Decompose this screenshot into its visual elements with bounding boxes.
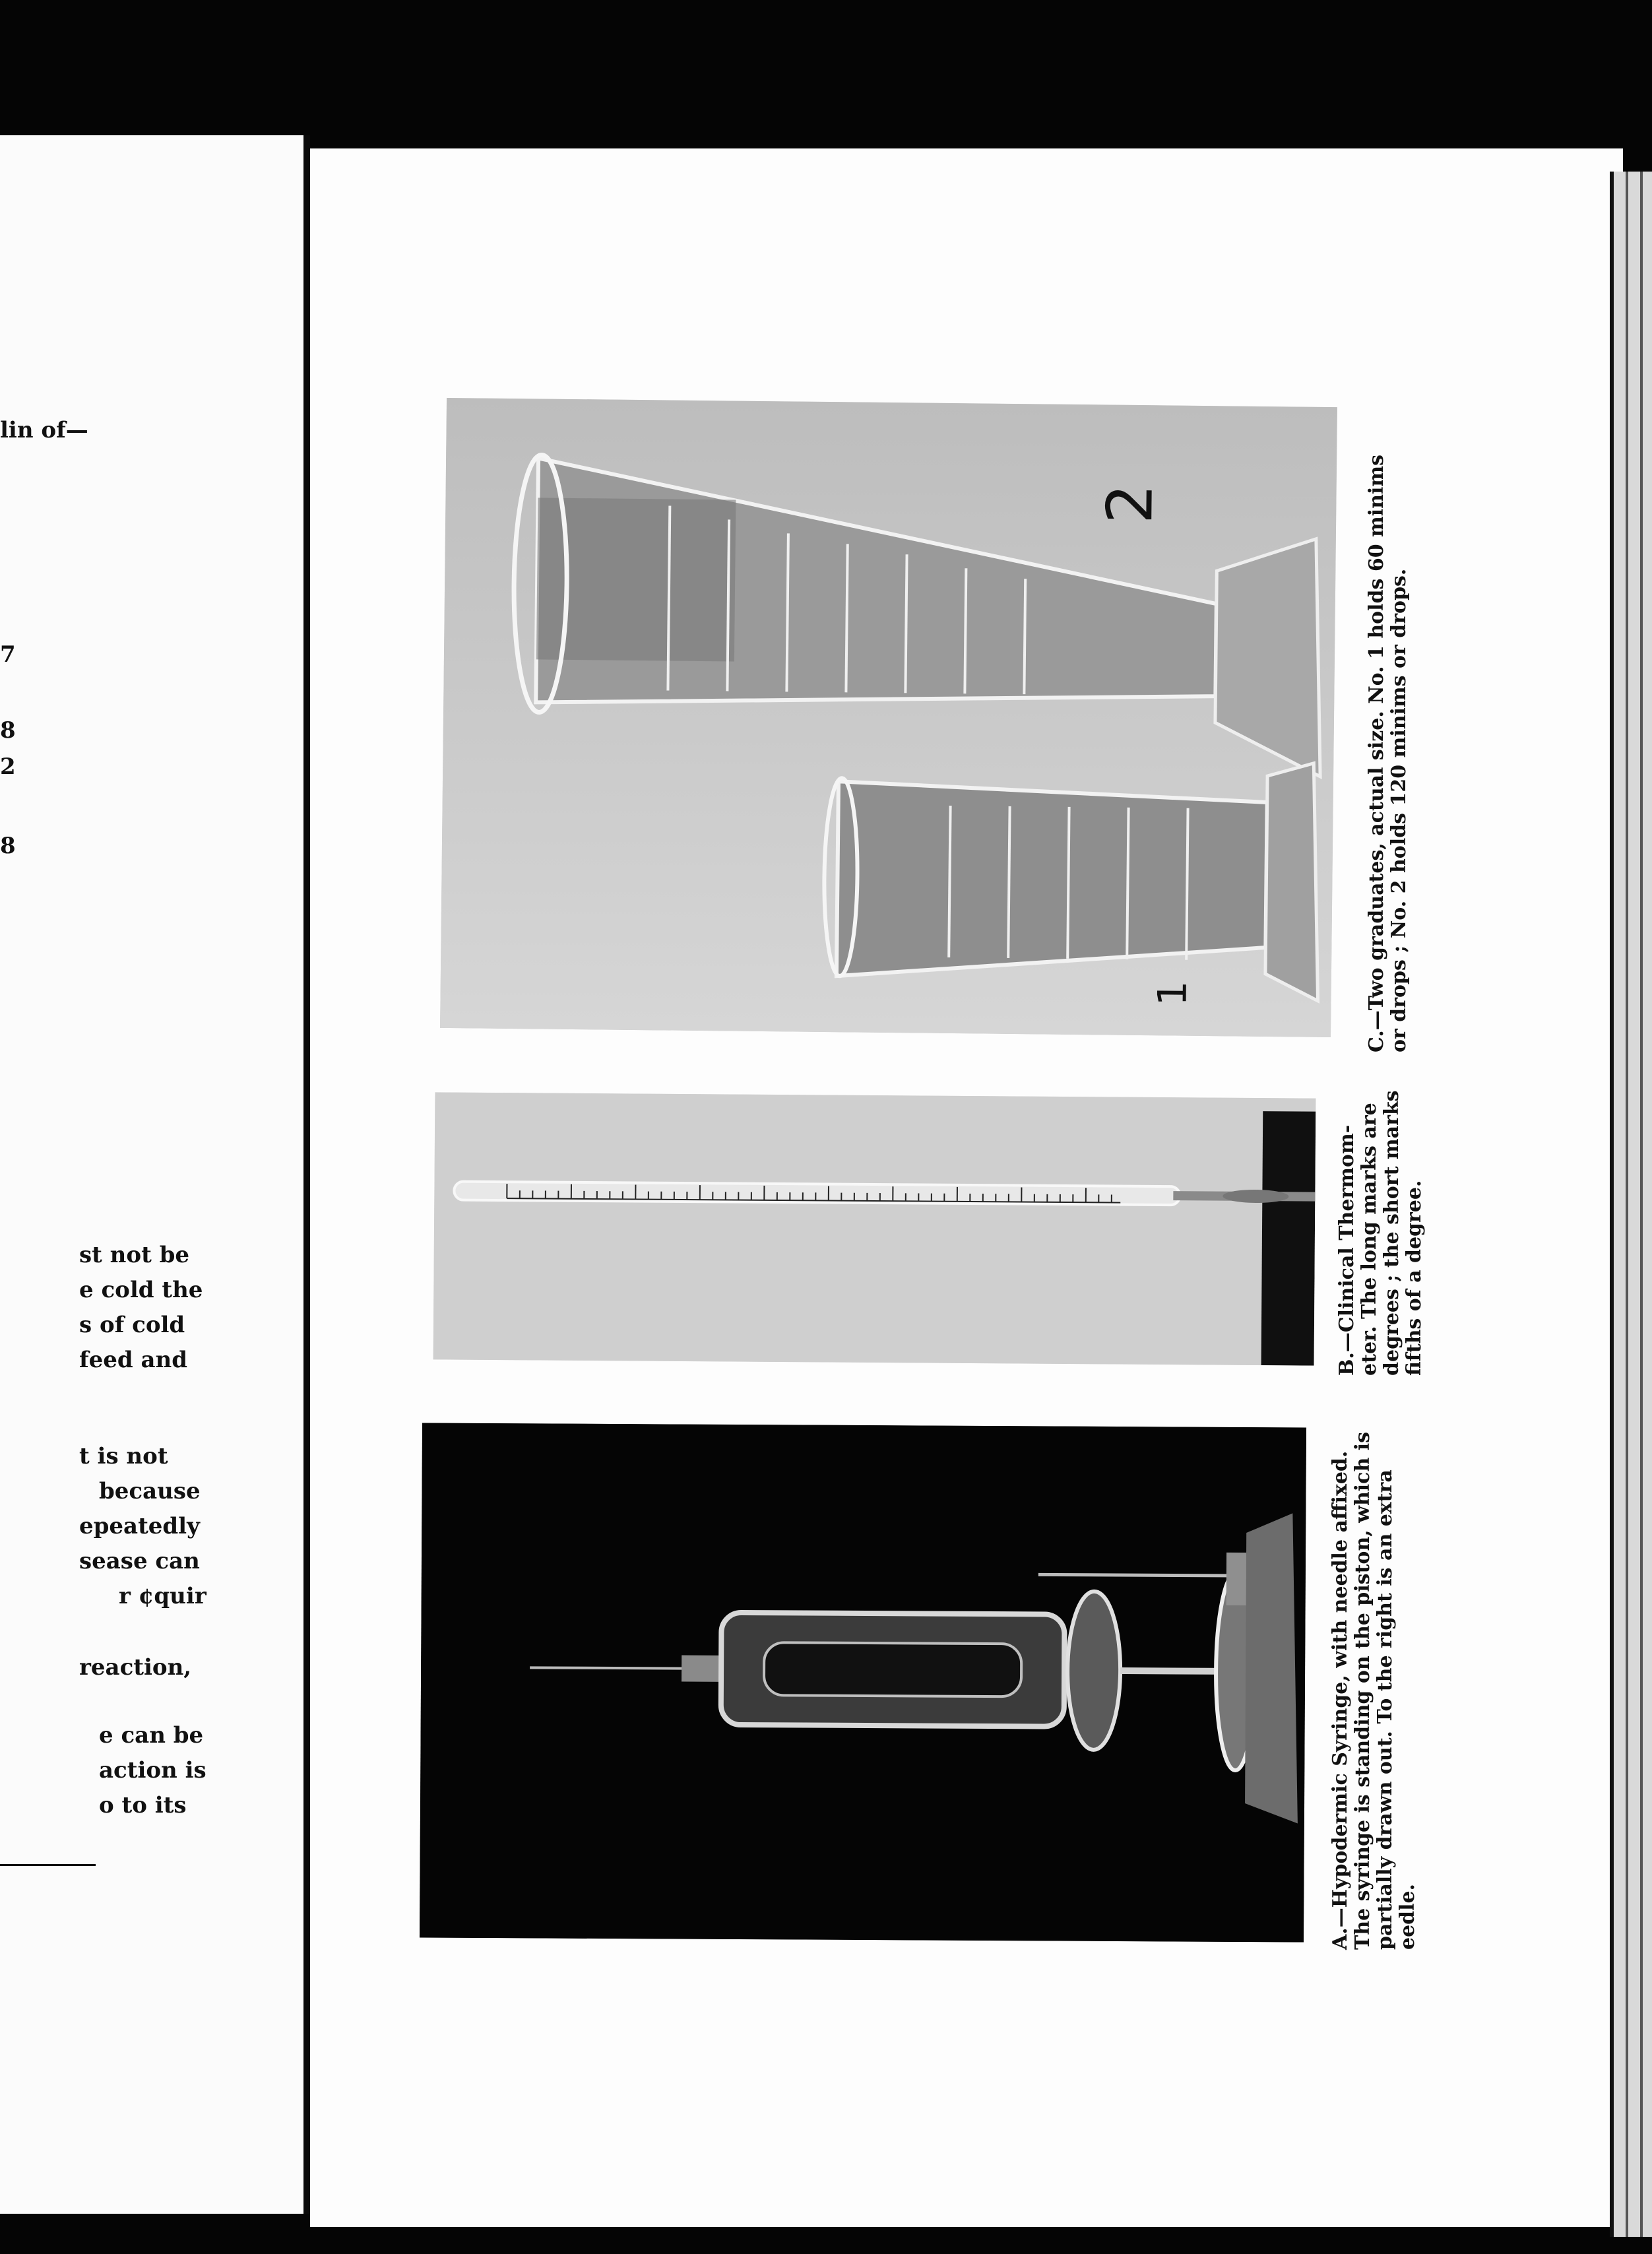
- left-text-line: 2: [0, 754, 16, 780]
- left-text-line: e cold the: [79, 1277, 203, 1303]
- graduates-illustration: [440, 398, 1337, 1037]
- left-text-line: feed and: [79, 1347, 188, 1373]
- left-text-line: because: [99, 1478, 201, 1504]
- caption-line: fifths of a degree.: [1403, 1180, 1426, 1376]
- caption-line: or drops ; No. 2 holds 120 minims or drops.: [1387, 568, 1411, 1052]
- syringe-illustration: [420, 1423, 1306, 1942]
- edge-line: [1626, 172, 1628, 2237]
- left-text-line: 8: [0, 717, 16, 744]
- left-text-line: action is: [99, 1757, 206, 1784]
- caption-line: eter. The long marks are: [1358, 1103, 1381, 1376]
- caption-graduates: [1366, 455, 1411, 1052]
- left-text-line: reaction,: [79, 1654, 192, 1681]
- left-text-line: 8: [0, 833, 16, 859]
- left-text-line: s of cold: [79, 1312, 185, 1338]
- graduate-number-2: 2: [1094, 483, 1167, 525]
- caption-line: B.—Clinical Thermom-: [1335, 1124, 1358, 1376]
- left-text-line: lin of—: [0, 417, 88, 443]
- left-text-line: epeatedly: [79, 1513, 200, 1539]
- left-text-line: o to its: [99, 1792, 187, 1819]
- caption-line: partially drawn out. To the right is an extra: [1374, 1469, 1397, 1950]
- left-text-line: r ¢quir: [119, 1583, 206, 1609]
- caption-line: eedle.: [1396, 1883, 1419, 1950]
- graduate-number-1: 1: [1149, 980, 1196, 1006]
- caption-line: The syringe is standing on the piston, which is: [1351, 1432, 1374, 1950]
- thermometer-illustration: [433, 1092, 1316, 1365]
- caption-line: A.—Hypodermic Syringe, with needle affixed.: [1329, 1450, 1352, 1950]
- caption-syringe: [1329, 1432, 1419, 1950]
- left-text-line: sease can: [79, 1548, 200, 1574]
- edge-line: [1640, 172, 1643, 2237]
- thermometer-photo: [433, 1092, 1316, 1365]
- left-text-line: t is not: [79, 1443, 168, 1469]
- left-text-line: st not be: [79, 1242, 190, 1268]
- left-page: [0, 135, 310, 2214]
- syringe-photo: [420, 1423, 1306, 1942]
- caption-thermometer: [1336, 1090, 1426, 1376]
- page-edges: [1610, 172, 1652, 2237]
- caption-line: C.—Two graduates, actual size. No. 1 holds 60 minims: [1365, 454, 1388, 1052]
- caption-line: degrees ; the short marks: [1380, 1090, 1403, 1376]
- section-rule: [0, 1864, 96, 1866]
- left-text-line: 7: [0, 641, 16, 668]
- left-text-line: e can be: [99, 1722, 204, 1749]
- graduates-photo: [440, 398, 1337, 1037]
